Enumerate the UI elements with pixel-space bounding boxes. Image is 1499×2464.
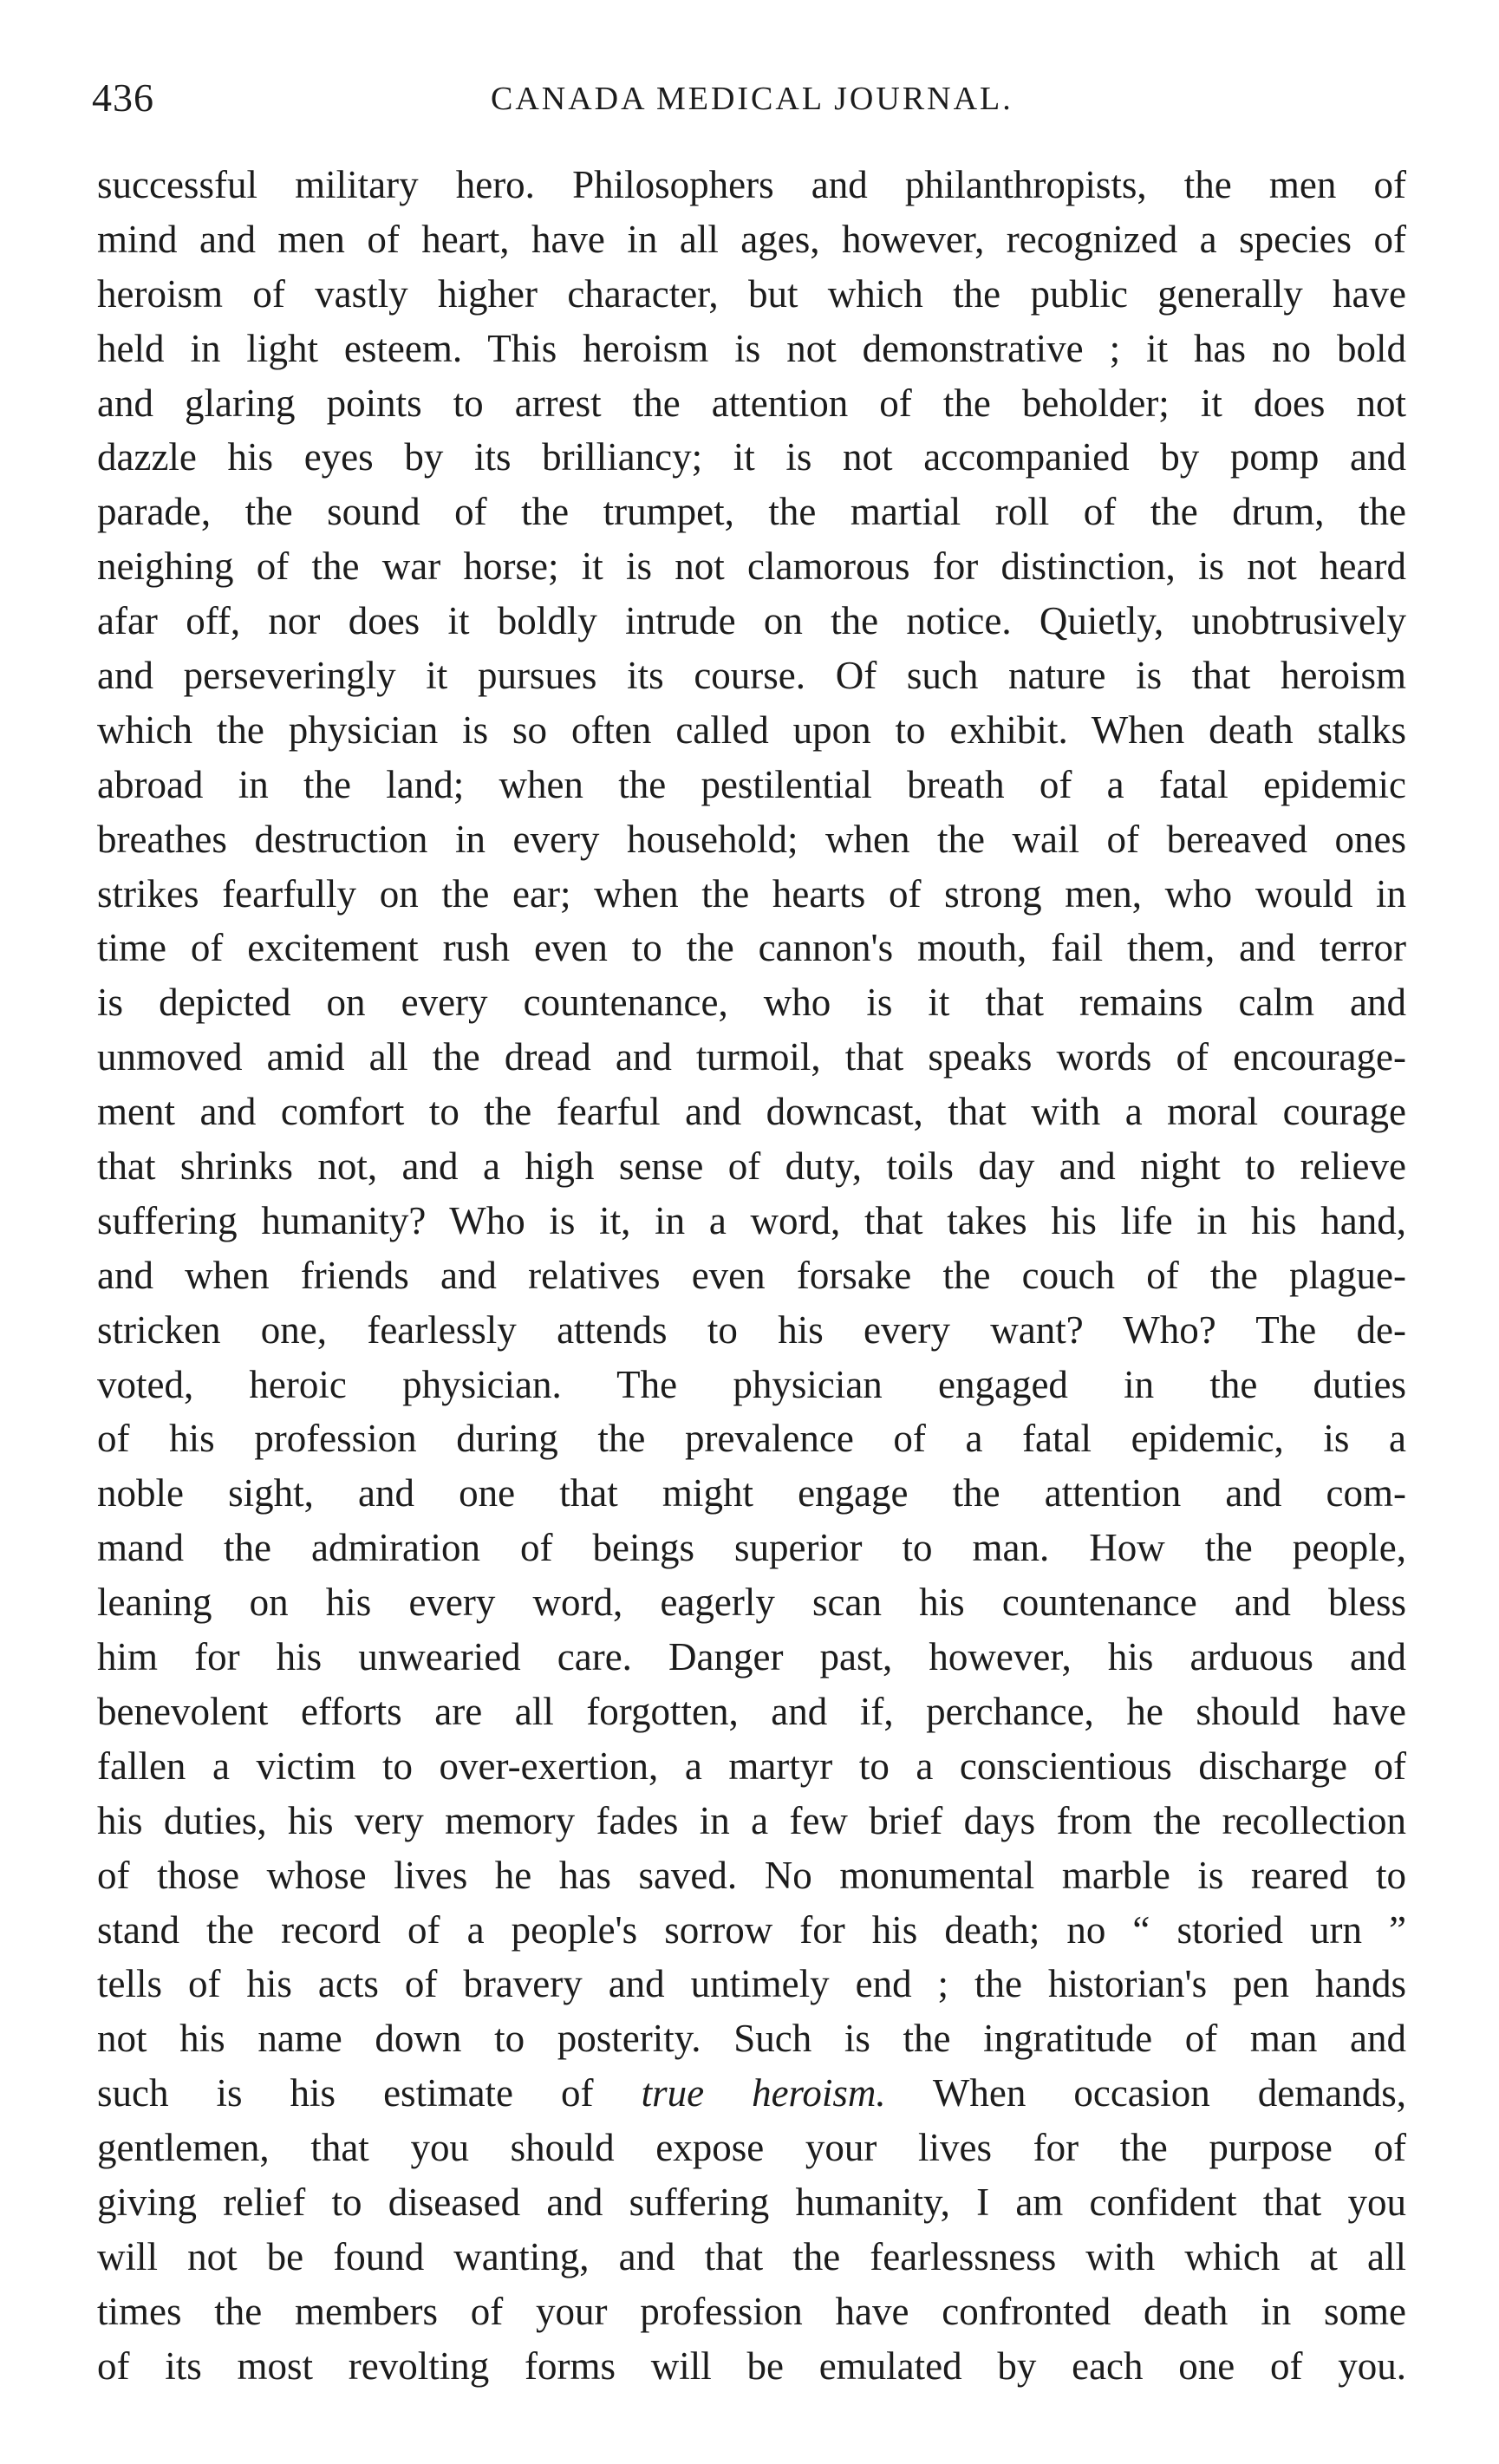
text-line: and glaring points to arrest the attention of the beholder; it does not — [97, 381, 1406, 425]
text-line: not his name down to posterity. Such is the ingratitude of man and — [97, 2017, 1406, 2061]
text-line: mind and men of heart, have in all ages, however, recognized a species of — [97, 217, 1406, 261]
text-line: gentlemen, that you should expose your lives for the purpose of — [97, 2126, 1406, 2170]
text-line: which the physician is so often called upon to exhibit. When death stalks — [97, 707, 1406, 752]
text-line: of those whose lives he has saved. No monumental marble is reared to — [97, 1853, 1406, 1897]
text-line: and when friends and relatives even forsake the couch of the plague- — [97, 1253, 1406, 1297]
text-line: benevolent efforts are all forgotten, and if, perchance, he should have — [97, 1689, 1406, 1733]
text-line: fallen a victim to over-exertion, a martyr to a conscientious discharge of — [97, 1744, 1406, 1788]
text-line: his duties, his very memory fades in a few brief days from the recollection — [97, 1798, 1406, 1842]
text-line: giving relief to diseased and suffering humanity, I am confident that you — [97, 2180, 1406, 2224]
text-line: suffering humanity? Who is it, in a word, that takes his life in his hand, — [97, 1198, 1406, 1242]
italic-phrase: true heroism. — [641, 2071, 886, 2115]
text-line: will not be found wanting, and that the fearlessness with which at all — [97, 2234, 1406, 2278]
text-line: breathes destruction in every household; when the wail of bereaved ones — [97, 817, 1406, 861]
body-text — [97, 158, 1406, 2394]
text-line: unmoved amid all the dread and turmoil, that speaks words of encourage- — [97, 1035, 1406, 1079]
text-line: times the members of your profession have confronted death in some — [97, 2289, 1406, 2333]
text-line: stand the record of a people's sorrow for his death; no “ storied urn ” — [97, 1907, 1406, 1952]
text-line: noble sight, and one that might engage the attention and com- — [97, 1471, 1406, 1516]
text-line: abroad in the land; when the pestilential breath of a fatal epidemic — [97, 762, 1406, 806]
text-line: mand the admiration of beings superior to man. How the people, — [97, 1526, 1406, 1570]
text-line: that shrinks not, and a high sense of duty, toils day and night to relieve — [97, 1144, 1406, 1189]
text-line: strikes fearfully on the ear; when the hearts of strong men, who would in — [97, 871, 1406, 916]
text-line: tells of his acts of bravery and untimely end ; the historian's pen hands — [97, 1962, 1406, 2006]
text-line: afar off, nor does it boldly intrude on the notice. Quietly, unobtrusively — [97, 599, 1406, 643]
text-line: of its most revolting forms will be emulated by each one of you. — [97, 2343, 1406, 2388]
text-line: held in light esteem. This heroism is not demonstrative ; it has no bold — [97, 326, 1406, 370]
text-line: him for his unwearied care. Danger past, however, his arduous and — [97, 1635, 1406, 1679]
text-line: time of excitement rush even to the cannon's mouth, fail them, and terror — [97, 926, 1406, 970]
text-segment: When occasion demands, — [932, 2071, 1406, 2115]
text-line: dazzle his eyes by its brilliancy; it is not accompanied by pomp and — [97, 435, 1406, 479]
page-number: 436 — [92, 75, 154, 120]
text-line: is depicted on every countenance, who is it that remains calm and — [97, 981, 1406, 1025]
text-line: voted, heroic physician. The physician engaged in the duties — [97, 1362, 1406, 1406]
text-line: leaning on his every word, eagerly scan his countenance and bless — [97, 1581, 1406, 1625]
text-line: successful military hero. Philosophers and philanthropists, the men of — [97, 163, 1406, 206]
text-line: parade, the sound of the trumpet, the martial roll of the drum, the — [97, 490, 1406, 534]
text-line: heroism of vastly higher character, but which the public generally have — [97, 271, 1406, 316]
page-header — [92, 68, 1410, 128]
text-line-italic-phrase — [97, 2066, 1406, 2121]
text-line: neighing of the war horse; it is not clamorous for distinction, is not heard — [97, 544, 1406, 589]
running-head: CANADA MEDICAL JOURNAL. — [491, 81, 1013, 117]
text-line: stricken one, fearlessly attends to his every want? Who? The de- — [97, 1307, 1406, 1352]
text-line: of his profession during the prevalence of a fatal epidemic, is a — [97, 1417, 1406, 1461]
text-segment: such is his estimate of — [97, 2071, 594, 2115]
text-line: ment and comfort to the fearful and downcast, that with a moral courage — [97, 1090, 1406, 1134]
text-line: and perseveringly it pursues its course. Of such nature is that heroism — [97, 654, 1406, 698]
